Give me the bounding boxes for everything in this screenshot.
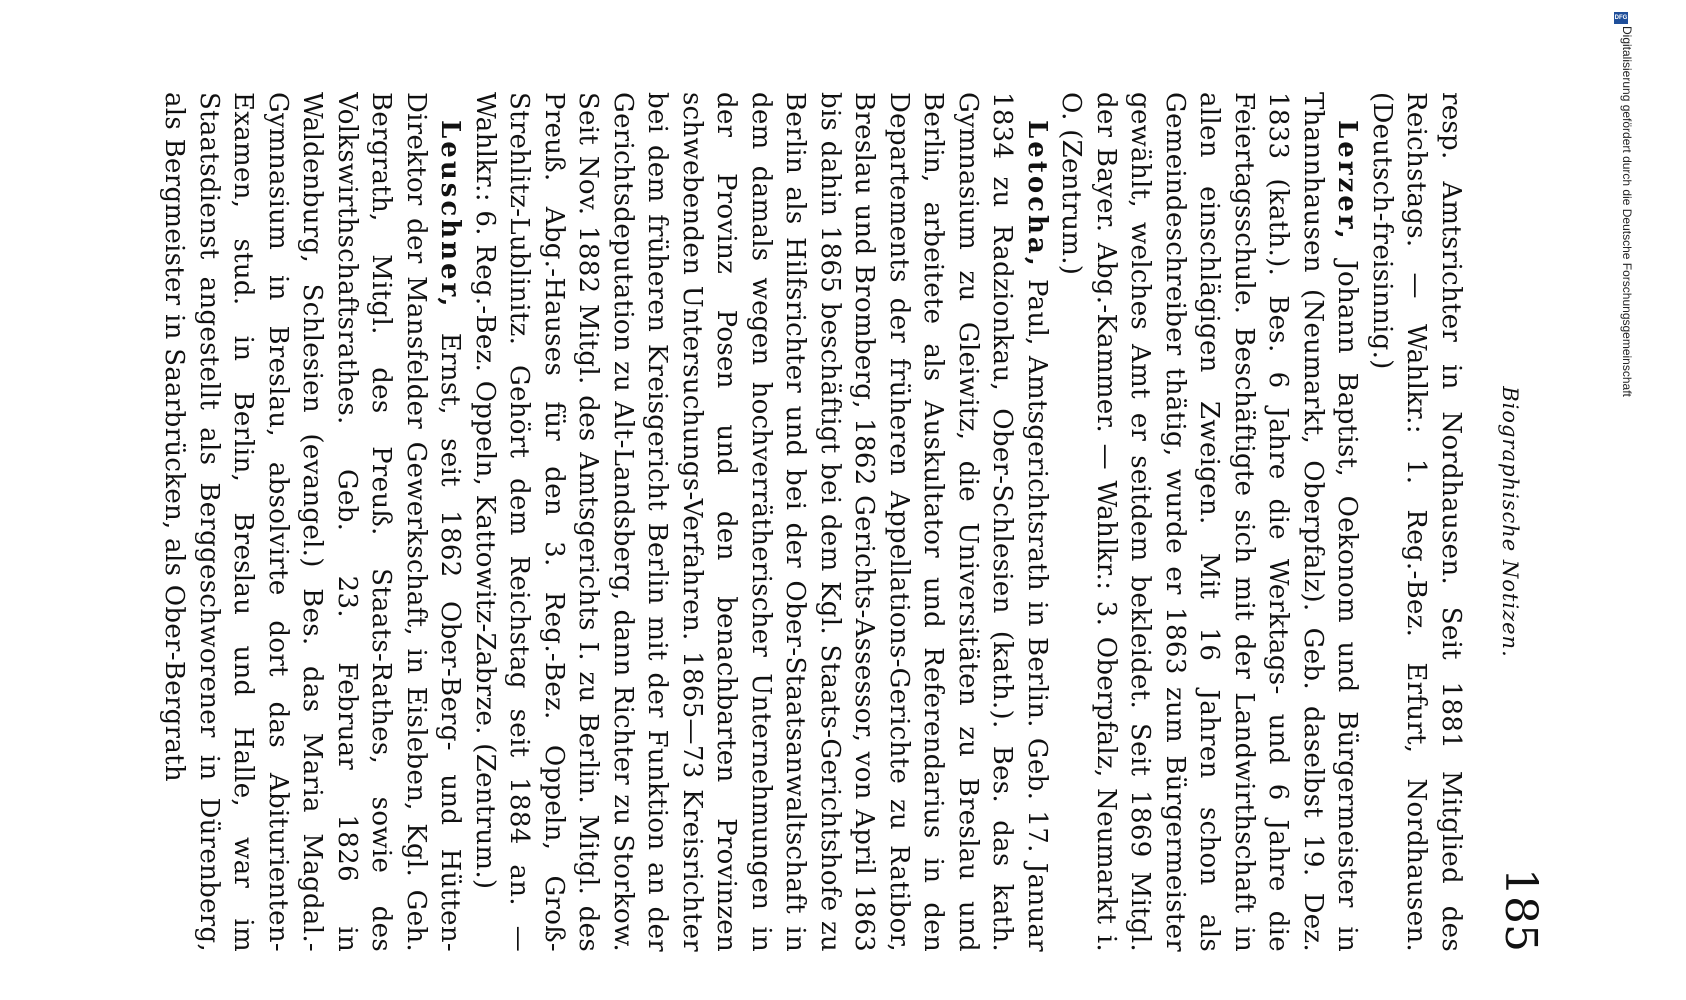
body-text <box>140 92 1468 952</box>
page-number: 185 <box>1495 868 1546 952</box>
entry-name: Leuschner, <box>435 120 466 310</box>
entry-name: Letocha, <box>1022 120 1052 269</box>
entry-continuation <box>1365 92 1469 952</box>
running-title: Biographische Notizen. <box>1498 386 1522 658</box>
entry-text: Johann Baptist, Oekonom und Bürgermeister in Thannhausen (Neumarkt, Oberpfalz). Geb. daselbst 19. Dez. 1833 (kath.). Bes. 6 Jahre die Werktags- und 6 Jahre die Feiertagsschule. Beschäftigte sich mit der Landwirthschaft in allen einschlägigen Zweigen. Mit 16 Jahren schon als Gemeindeschreiber thätig, wurde er 1863 zum Bürgermeister gewählt, welches Amt er seitdem bekleidet. Seit 1869 Mitgl. der Bayer. Abg.-Kammer. — Wahlkr.: 3. Oberpfalz, Neumarkt i. O. (Zentrum.) <box>1056 92 1363 952</box>
entry-leuschner <box>157 92 468 952</box>
entry-text: Paul, Amtsgerichtsrath in Berlin. Geb. 17. Januar 1834 zu Radzionkau, Ober-Schlesien (kath.). Bes. das kath. Gymnasium zu Gleiwitz, die Universitäten zu Breslau und Berlin, arbeitete als Auskultator und Referendarius in den Departements der früheren Appellations-Gerichte zu Ratibor, Breslau und Bromberg, 1862 Gerichts-Assessor, von April 1863 bis dahin 1865 beschäftigt bei dem Kgl. Staats-Gerichtshofe zu Berlin als Hilfsrichter und bei der Ober-Staatsanwaltschaft in dem damals wegen hochverrätherischer Unternehmungen in der Provinz Posen und den benachbarten Provinzen schwebenden Untersuchungs-Verfahren. 1865—73 Kreisrichter bei dem früheren Kreisgericht Berlin mit der Funktion an der Gerichtsdeputation zu Alt-Landsberg, dann Richter zu Storkow. Seit Nov. 1882 Mitgl. des Amtsgerichts I. zu Berlin. Mitgl. des Preuß. Abg.-Hauses für den 3. Reg.-Bez. Oppeln, Groß-Strehlitz-Lublinitz. Gehört dem Reichstag seit 1884 an. — Wahlkr.: 6. Reg.-Bez. Oppeln, Kattowitz-Zabrze. (Zentrum.) <box>470 92 1052 952</box>
entry-lerzer <box>1054 92 1365 952</box>
document-page <box>140 92 1560 952</box>
dfg-logo: DFG <box>1614 12 1628 24</box>
entry-letocha <box>468 92 1055 952</box>
entry-text: Ernst, seit 1862 Ober-Berg- und Hütten-Direktor der Mansfelder Gewerkschaft, in Eisleben, Kgl. Geh. Bergrath, Mitgl. des Preuß. Staats-Rathes, sowie des Volkswirthschaftsrathes. Geb. 23. Februar 1826 in Waldenburg, Schlesien (evangel.) Bes. das Maria Magdal.-Gymnasium in Breslau, absolvirte dort das Abiturienten-Examen, stud. in Berlin, Breslau und Halle, war im Staatsdienst angestellt als Berggeschworener in Dürenberg, als Bergmeister in Saarbrücken, als Ober-Bergrath <box>159 92 466 952</box>
entry-text: resp. Amtsrichter in Nordhausen. Seit 1881 Mitglied des Reichstags. — Wahlkr.: 1. Reg.-Bez. Erfurt, Nordhausen. (Deutsch-freisinnig.) <box>1367 92 1466 952</box>
digitization-credit <box>1610 12 1634 832</box>
entry-name: Lerzer, <box>1332 120 1363 242</box>
running-header <box>1468 92 1560 952</box>
credit-text: Digitalisierung gefördert durch die Deutsche Forschungsgemeinschaft <box>1620 26 1634 397</box>
